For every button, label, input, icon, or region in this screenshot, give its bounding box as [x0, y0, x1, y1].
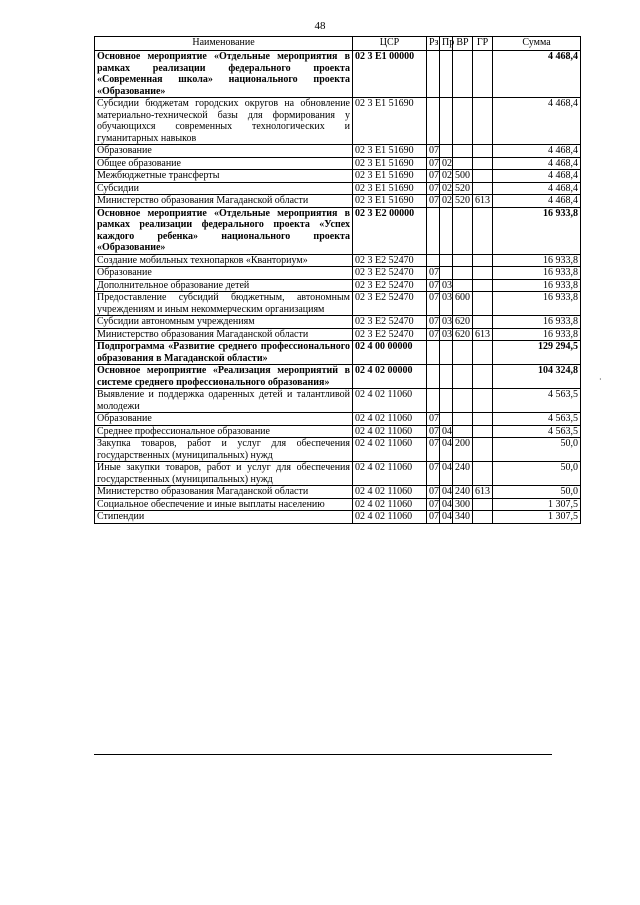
table-row: [95, 267, 581, 280]
cell-sum: 4 468,4: [493, 170, 581, 183]
cell-gr: [473, 498, 493, 511]
cell-gr: [473, 145, 493, 158]
cell-pr: 04: [440, 498, 453, 511]
page-number: 48: [314, 20, 326, 32]
table-row: [95, 328, 581, 341]
table-row: [95, 254, 581, 267]
cell-csr: 02 4 00 00000: [353, 341, 427, 365]
cell-name: Подпрограмма «Развитие среднего профессионального образования в Магаданской области»: [95, 341, 353, 365]
margin-mark: ·: [599, 375, 602, 384]
cell-vr: 240: [453, 462, 473, 486]
cell-vr: 520: [453, 195, 473, 208]
cell-pr: 02: [440, 182, 453, 195]
cell-gr: [473, 438, 493, 462]
cell-pr: [440, 207, 453, 254]
cell-csr: 02 3 E1 51690: [353, 170, 427, 183]
table-row: [95, 316, 581, 329]
cell-csr: 02 3 E2 52470: [353, 254, 427, 267]
cell-csr: 02 3 E2 52470: [353, 328, 427, 341]
header-pr: Пр: [440, 37, 453, 51]
cell-csr: 02 3 E2 52470: [353, 292, 427, 316]
cell-vr: [453, 157, 473, 170]
cell-rz: 07: [427, 498, 440, 511]
cell-gr: [473, 341, 493, 365]
cell-rz: 07: [427, 145, 440, 158]
table-row: [95, 438, 581, 462]
cell-sum: 16 933,8: [493, 328, 581, 341]
cell-vr: 620: [453, 328, 473, 341]
cell-sum: 50,0: [493, 438, 581, 462]
cell-csr: 02 3 E1 51690: [353, 195, 427, 208]
cell-rz: [427, 389, 440, 413]
table-row: [95, 413, 581, 426]
cell-sum: 4 468,4: [493, 145, 581, 158]
cell-csr: 02 3 E2 52470: [353, 316, 427, 329]
cell-pr: [440, 267, 453, 280]
cell-gr: [473, 98, 493, 145]
cell-gr: [473, 157, 493, 170]
cell-csr: 02 4 02 11060: [353, 438, 427, 462]
cell-csr: 02 3 E2 52470: [353, 279, 427, 292]
table-row: [95, 341, 581, 365]
cell-pr: 04: [440, 511, 453, 524]
cell-gr: [473, 413, 493, 426]
cell-pr: 04: [440, 486, 453, 499]
cell-pr: [440, 389, 453, 413]
cell-vr: 620: [453, 316, 473, 329]
cell-rz: 07: [427, 425, 440, 438]
cell-name: Министерство образования Магаданской области: [95, 195, 353, 208]
cell-rz: 07: [427, 182, 440, 195]
cell-pr: 03: [440, 328, 453, 341]
cell-csr: 02 4 02 11060: [353, 462, 427, 486]
cell-sum: 4 468,4: [493, 51, 581, 98]
cell-pr: [440, 365, 453, 389]
cell-pr: 04: [440, 462, 453, 486]
cell-name: Образование: [95, 145, 353, 158]
table-row: [95, 462, 581, 486]
table-row: [95, 389, 581, 413]
cell-gr: [473, 254, 493, 267]
cell-csr: 02 4 02 11060: [353, 425, 427, 438]
cell-name: Образование: [95, 413, 353, 426]
cell-gr: [473, 365, 493, 389]
cell-rz: [427, 98, 440, 145]
header-sum: Сумма: [493, 37, 581, 51]
cell-gr: [473, 389, 493, 413]
cell-vr: 520: [453, 182, 473, 195]
cell-sum: 4 468,4: [493, 98, 581, 145]
cell-gr: [473, 292, 493, 316]
cell-vr: [453, 389, 473, 413]
cell-rz: 07: [427, 170, 440, 183]
cell-name: Основное мероприятие «Реализация мероприятий в системе среднего профессионального образования»: [95, 365, 353, 389]
cell-name: Министерство образования Магаданской области: [95, 486, 353, 499]
budget-table: [94, 36, 581, 524]
cell-sum: 4 563,5: [493, 413, 581, 426]
cell-vr: [453, 207, 473, 254]
cell-sum: 4 468,4: [493, 195, 581, 208]
cell-csr: 02 4 02 11060: [353, 498, 427, 511]
cell-rz: [427, 51, 440, 98]
cell-sum: 16 933,8: [493, 279, 581, 292]
cell-rz: 07: [427, 438, 440, 462]
cell-sum: 1 307,5: [493, 511, 581, 524]
cell-gr: 613: [473, 195, 493, 208]
cell-vr: 500: [453, 170, 473, 183]
cell-name: Основное мероприятие «Отдельные мероприятия в рамках реализации федерального проекта «Современная школа» национального проекта «Образование»: [95, 51, 353, 98]
cell-csr: 02 3 E2 00000: [353, 207, 427, 254]
cell-pr: 03: [440, 279, 453, 292]
cell-vr: 300: [453, 498, 473, 511]
cell-gr: [473, 207, 493, 254]
cell-name: Предоставление субсидий бюджетным, автономным учреждениям и иным некоммерческим организациям: [95, 292, 353, 316]
cell-csr: 02 3 E1 51690: [353, 145, 427, 158]
cell-csr: 02 3 E1 51690: [353, 98, 427, 145]
cell-csr: 02 3 E2 52470: [353, 267, 427, 280]
cell-vr: 340: [453, 511, 473, 524]
cell-vr: [453, 267, 473, 280]
cell-vr: 200: [453, 438, 473, 462]
cell-pr: 02: [440, 157, 453, 170]
cell-name: Создание мобильных технопарков «Кванториум»: [95, 254, 353, 267]
cell-rz: [427, 365, 440, 389]
cell-name: Общее образование: [95, 157, 353, 170]
cell-gr: 613: [473, 486, 493, 499]
header-csr: ЦСР: [353, 37, 427, 51]
cell-vr: [453, 145, 473, 158]
table-row: [95, 170, 581, 183]
table-row: [95, 292, 581, 316]
cell-csr: 02 4 02 11060: [353, 389, 427, 413]
cell-name: Субсидии автономным учреждениям: [95, 316, 353, 329]
table-header-row: [95, 37, 581, 51]
cell-pr: [440, 51, 453, 98]
cell-vr: 600: [453, 292, 473, 316]
cell-vr: [453, 51, 473, 98]
cell-sum: 4 563,5: [493, 425, 581, 438]
header-gr: ГР: [473, 37, 493, 51]
cell-vr: [453, 425, 473, 438]
table-row: [95, 207, 581, 254]
cell-sum: 1 307,5: [493, 498, 581, 511]
cell-pr: [440, 341, 453, 365]
cell-vr: 240: [453, 486, 473, 499]
cell-pr: [440, 98, 453, 145]
cell-pr: [440, 145, 453, 158]
cell-sum: 4 468,4: [493, 157, 581, 170]
cell-name: Иные закупки товаров, работ и услуг для обеспечения государственных (муниципальных) нужд: [95, 462, 353, 486]
table-row: [95, 498, 581, 511]
table-row: [95, 425, 581, 438]
cell-sum: 4 563,5: [493, 389, 581, 413]
cell-gr: [473, 316, 493, 329]
cell-sum: 16 933,8: [493, 267, 581, 280]
cell-pr: [440, 254, 453, 267]
cell-sum: 50,0: [493, 462, 581, 486]
table-row: [95, 182, 581, 195]
cell-rz: 07: [427, 486, 440, 499]
table-row: [95, 157, 581, 170]
cell-vr: [453, 413, 473, 426]
cell-vr: [453, 98, 473, 145]
cell-rz: 07: [427, 316, 440, 329]
table-row: [95, 145, 581, 158]
cell-gr: 613: [473, 328, 493, 341]
cell-rz: 07: [427, 328, 440, 341]
cell-vr: [453, 365, 473, 389]
cell-csr: 02 4 02 11060: [353, 486, 427, 499]
cell-rz: 07: [427, 413, 440, 426]
cell-csr: 02 3 E1 00000: [353, 51, 427, 98]
header-vr: ВР: [453, 37, 473, 51]
cell-rz: 07: [427, 292, 440, 316]
cell-rz: 07: [427, 279, 440, 292]
cell-csr: 02 4 02 11060: [353, 413, 427, 426]
cell-gr: [473, 279, 493, 292]
cell-rz: 07: [427, 462, 440, 486]
cell-rz: 07: [427, 267, 440, 280]
cell-pr: 03: [440, 316, 453, 329]
cell-sum: 16 933,8: [493, 207, 581, 254]
table-row: [95, 279, 581, 292]
cell-rz: [427, 254, 440, 267]
footer-rule: [94, 754, 552, 755]
cell-pr: 02: [440, 170, 453, 183]
header-name: Наименование: [95, 37, 353, 51]
cell-pr: [440, 413, 453, 426]
cell-sum: 16 933,8: [493, 316, 581, 329]
cell-gr: [473, 170, 493, 183]
table-body: [95, 51, 581, 524]
cell-name: Образование: [95, 267, 353, 280]
cell-name: Субсидии бюджетам городских округов на обновление материально-технической базы для формирования у обучающихся современных технологических и гуманитарных навыков: [95, 98, 353, 145]
cell-gr: [473, 267, 493, 280]
cell-sum: 129 294,5: [493, 341, 581, 365]
cell-vr: [453, 341, 473, 365]
cell-vr: [453, 254, 473, 267]
cell-sum: 50,0: [493, 486, 581, 499]
cell-csr: 02 3 E1 51690: [353, 157, 427, 170]
cell-pr: 03: [440, 292, 453, 316]
cell-gr: [473, 425, 493, 438]
cell-pr: 04: [440, 438, 453, 462]
table-row: [95, 365, 581, 389]
cell-gr: [473, 511, 493, 524]
cell-gr: [473, 462, 493, 486]
table-row: [95, 98, 581, 145]
table-row: [95, 195, 581, 208]
cell-gr: [473, 51, 493, 98]
cell-name: Среднее профессиональное образование: [95, 425, 353, 438]
cell-sum: 16 933,8: [493, 254, 581, 267]
cell-name: Выявление и поддержка одаренных детей и талантливой молодежи: [95, 389, 353, 413]
cell-rz: 07: [427, 511, 440, 524]
table-row: [95, 486, 581, 499]
cell-name: Закупка товаров, работ и услуг для обеспечения государственных (муниципальных) нужд: [95, 438, 353, 462]
cell-sum: 4 468,4: [493, 182, 581, 195]
cell-pr: 04: [440, 425, 453, 438]
cell-rz: 07: [427, 157, 440, 170]
cell-pr: 02: [440, 195, 453, 208]
cell-csr: 02 4 02 11060: [353, 511, 427, 524]
cell-sum: 104 324,8: [493, 365, 581, 389]
cell-name: Социальное обеспечение и иные выплаты населению: [95, 498, 353, 511]
cell-name: Основное мероприятие «Отдельные мероприятия в рамках реализации федерального проекта «Успех каждого ребенка» национального проекта «Образование»: [95, 207, 353, 254]
cell-rz: 07: [427, 195, 440, 208]
cell-sum: 16 933,8: [493, 292, 581, 316]
table-row: [95, 511, 581, 524]
cell-csr: 02 4 02 00000: [353, 365, 427, 389]
cell-name: Стипендии: [95, 511, 353, 524]
cell-name: Межбюджетные трансферты: [95, 170, 353, 183]
header-rz: Рз: [427, 37, 440, 51]
cell-name: Субсидии: [95, 182, 353, 195]
cell-name: Министерство образования Магаданской области: [95, 328, 353, 341]
cell-rz: [427, 207, 440, 254]
cell-csr: 02 3 E1 51690: [353, 182, 427, 195]
cell-rz: [427, 341, 440, 365]
table-row: [95, 51, 581, 98]
cell-gr: [473, 182, 493, 195]
cell-vr: [453, 279, 473, 292]
cell-name: Дополнительное образование детей: [95, 279, 353, 292]
